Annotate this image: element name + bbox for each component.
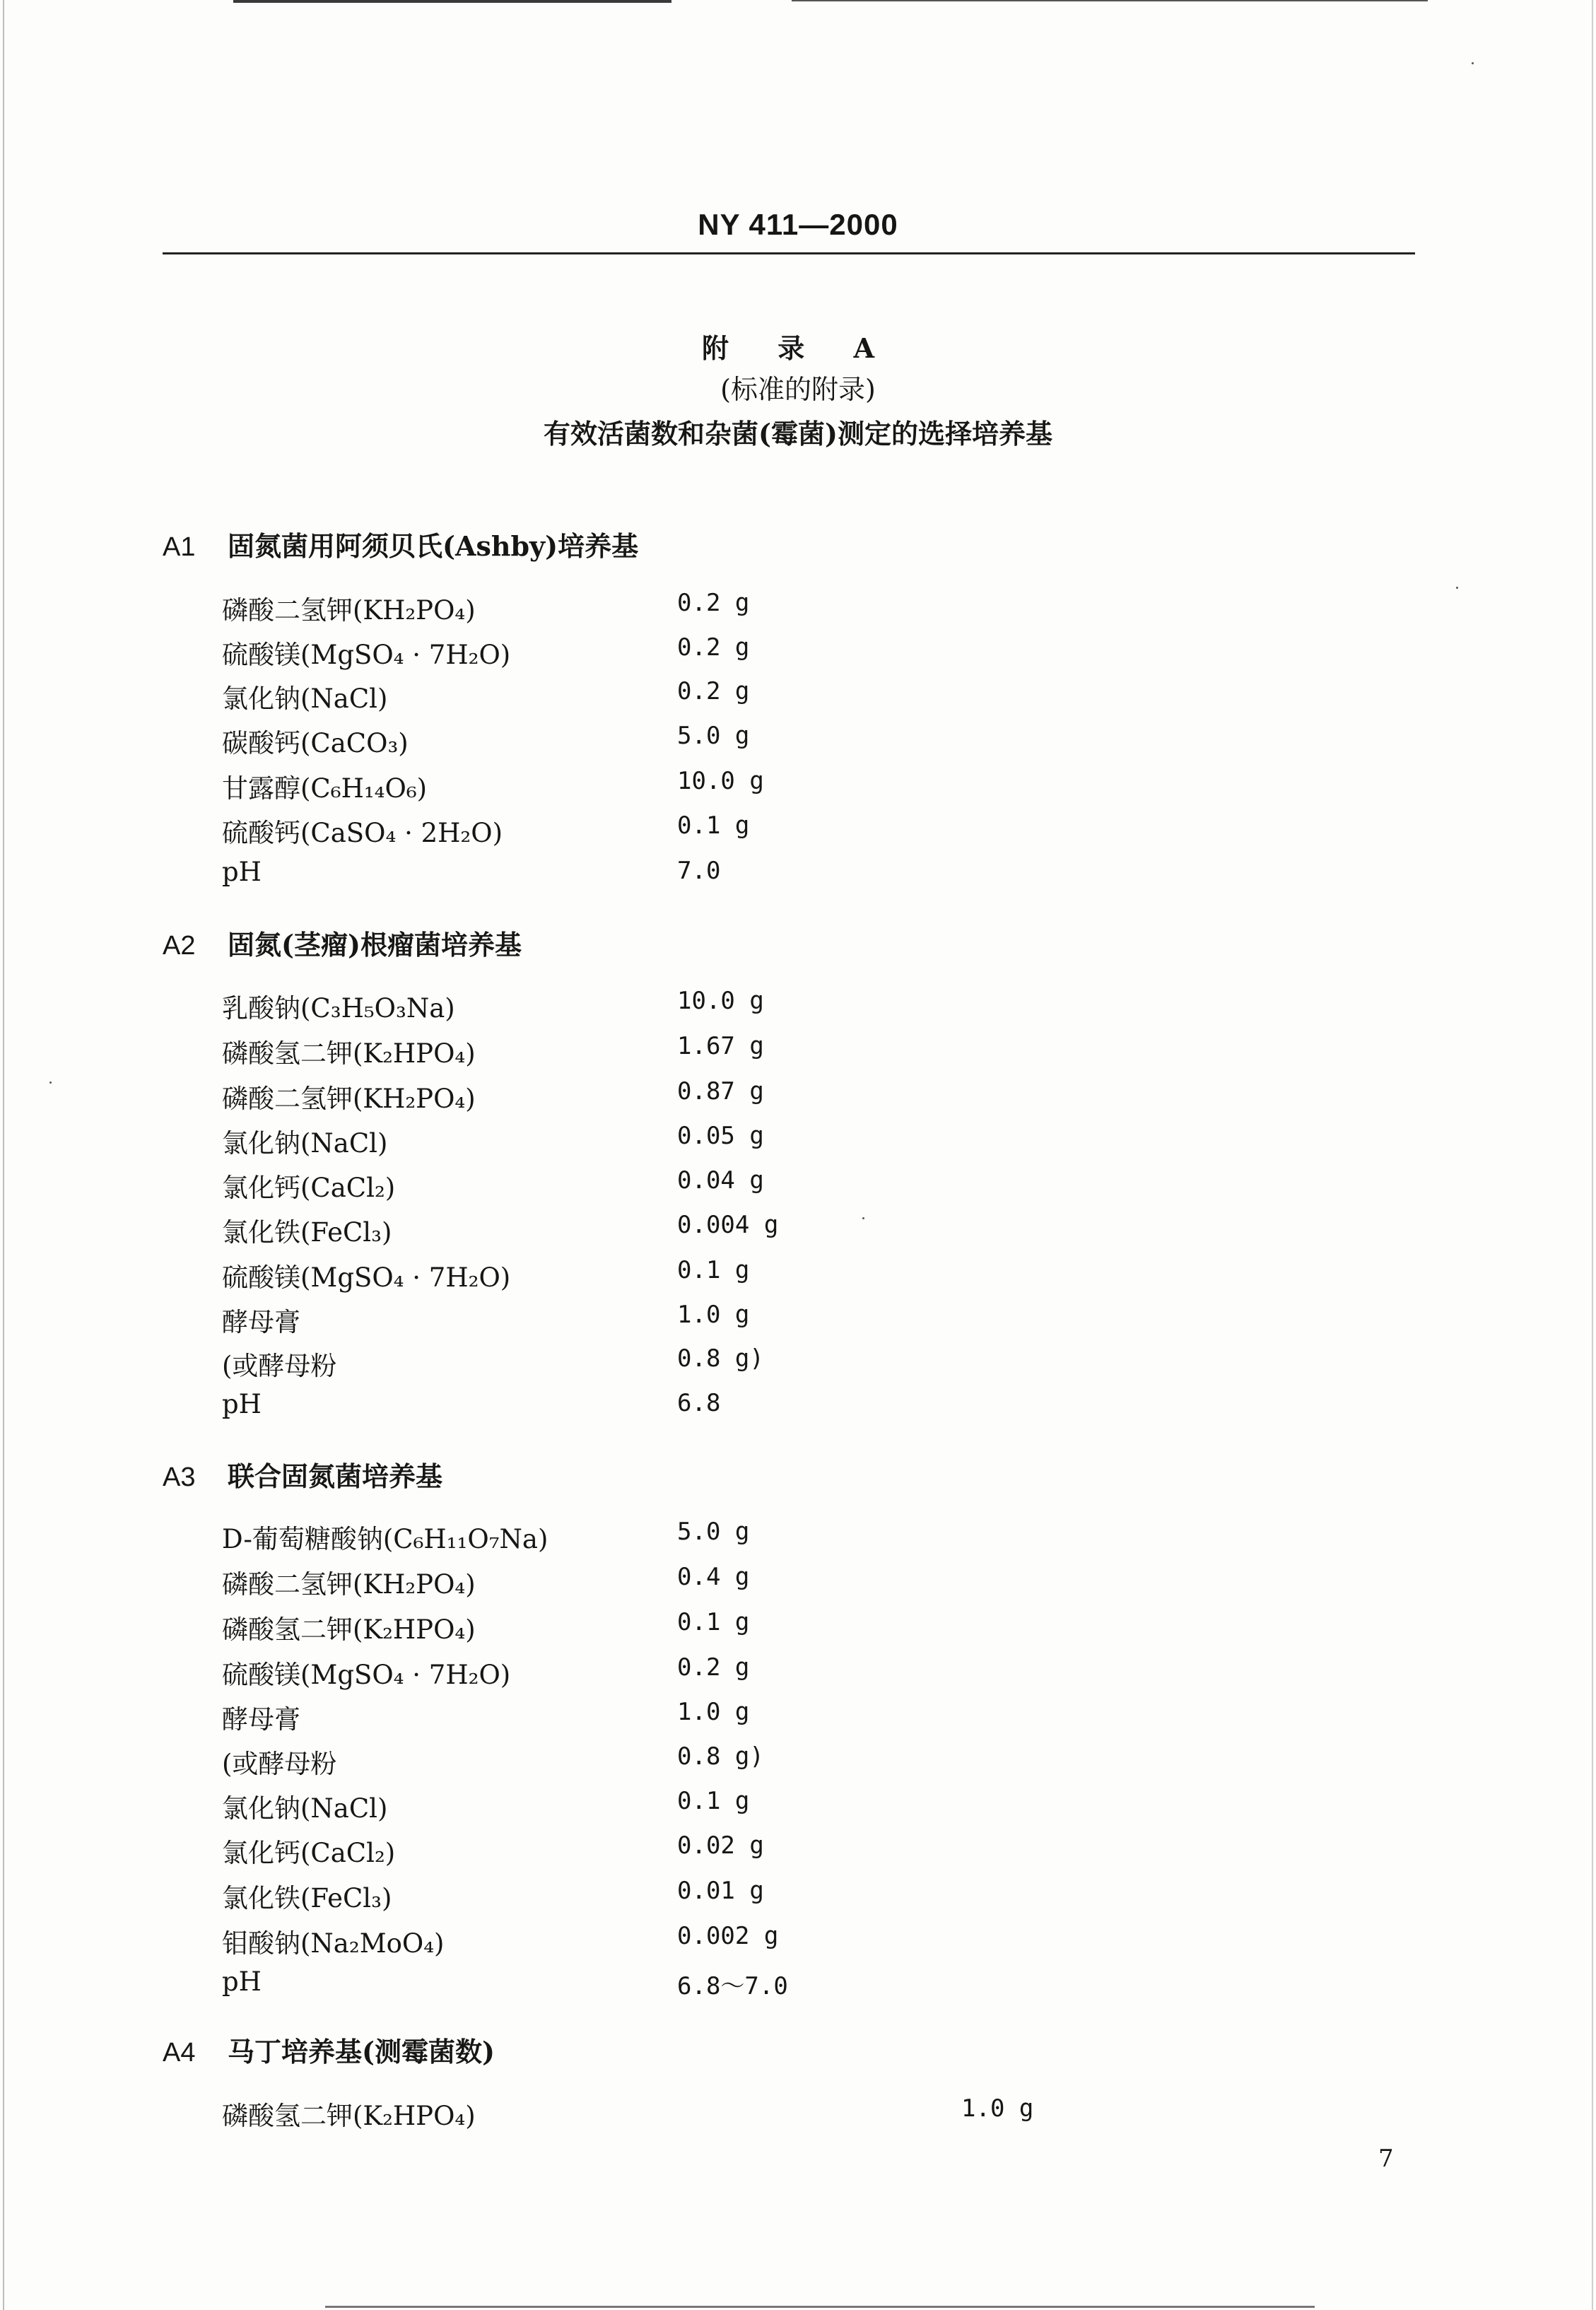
document-number: NY 411—2000: [698, 208, 898, 241]
ingredient-name: 磷酸氢二钾(K₂HPO₄): [222, 1614, 476, 1645]
ingredient-amount: 5.0 g: [677, 722, 750, 750]
ingredient-amount: 0.8 g): [677, 1344, 764, 1373]
section-heading-a2: [163, 923, 522, 962]
ingredient-name: 酵母膏: [222, 1704, 300, 1735]
ingredient-amount: 0.01 g: [677, 1877, 764, 1905]
ingredient-amount: 0.1 g: [677, 1608, 750, 1636]
ingredient-name: pH: [222, 1966, 262, 1997]
ingredient-name: 酵母膏: [222, 1307, 300, 1337]
ingredient-name: 乳酸钠(C₃H₅O₃Na): [222, 993, 455, 1024]
ingredient-amount: 10.0 g: [677, 767, 764, 795]
ingredient-amount: 7.0: [677, 857, 721, 885]
section-title: 固氮菌用阿须贝氏(Ashby)培养基: [228, 530, 639, 562]
ingredient-name: 硫酸镁(MgSO₄ · 7H₂O): [222, 1660, 511, 1690]
ingredient-amount: 10.0 g: [677, 987, 764, 1015]
ingredient-name: 氯化钠(NaCl): [222, 1793, 388, 1824]
ingredient-name: (或酵母粉: [222, 1749, 337, 1779]
ingredient-name: 磷酸氢二钾(K₂HPO₄): [222, 1038, 476, 1069]
scan-speck: [1456, 587, 1458, 589]
section-heading-a1: [163, 524, 638, 563]
ingredient-name: 碳酸钙(CaCO₃): [222, 728, 409, 758]
ingredient-amount: 0.02 g: [677, 1831, 764, 1860]
section-title: 固氮(茎瘤)根瘤菌培养基: [228, 929, 522, 961]
ingredient-amount: 0.002 g: [677, 1922, 779, 1950]
ingredient-amount: 0.004 g: [677, 1211, 779, 1239]
ingredient-amount: 0.05 g: [677, 1122, 764, 1150]
ingredient-amount: 6.8: [677, 1389, 721, 1417]
section-number: A1: [163, 532, 196, 562]
section-heading-a3: [163, 1455, 442, 1494]
ingredient-amount: 6.8～7.0: [677, 1972, 788, 2000]
ingredient-amount: 0.4 g: [677, 1563, 750, 1591]
ingredient-amount: 0.2 g: [677, 677, 750, 705]
section-number: A4: [163, 2038, 196, 2068]
ingredient-amount: 1.0 g: [677, 1301, 750, 1329]
ingredient-amount: 0.1 g: [677, 811, 750, 840]
ingredient-name: 氯化铁(FeCl₃): [222, 1883, 392, 1913]
ingredient-name: 硫酸钙(CaSO₄ · 2H₂O): [222, 818, 503, 848]
scan-artifact-top: [233, 0, 671, 3]
ingredient-name: 氯化铁(FeCl₃): [222, 1217, 392, 1248]
section-title: 联合固氮菌培养基: [228, 1460, 443, 1492]
ingredient-name: 磷酸氢二钾(K₂HPO₄): [222, 2101, 476, 2131]
ingredient-name: 甘露醇(C₆H₁₄O₆): [222, 773, 428, 804]
ingredient-name: pH: [222, 857, 262, 887]
section-heading-a4: [163, 2030, 495, 2069]
ingredient-amount: 0.2 g: [677, 589, 750, 617]
section-number: A3: [163, 1462, 196, 1492]
ingredient-amount: 5.0 g: [677, 1518, 750, 1546]
ingredient-amount: 0.1 g: [677, 1787, 750, 1815]
scan-artifact-bottom: [325, 2306, 1315, 2308]
ingredient-amount: 1.0 g: [961, 2094, 1034, 2123]
section-number: A2: [163, 931, 196, 961]
ingredient-amount: 0.8 g): [677, 1742, 764, 1771]
ingredient-amount: 0.04 g: [677, 1166, 764, 1195]
ingredient-name: 磷酸二氢钾(KH₂PO₄): [222, 595, 476, 626]
appendix-heading: 有效活菌数和杂菌(霉菌)测定的选择培养基: [544, 418, 1052, 450]
scan-speck: [862, 1217, 864, 1219]
scan-speck: [1472, 62, 1474, 64]
page-number: 7: [1378, 2145, 1394, 2173]
ingredient-name: 氯化钠(NaCl): [222, 684, 388, 714]
ingredient-name: 硫酸镁(MgSO₄ · 7H₂O): [222, 640, 511, 670]
section-title: 马丁培养基(测霉菌数): [228, 2036, 495, 2068]
ingredient-amount: 0.87 g: [677, 1077, 764, 1106]
ingredient-name: D-葡萄糖酸钠(C₆H₁₁O₇Na): [222, 1524, 548, 1554]
scan-artifact-top-right: [792, 0, 1428, 1]
ingredient-name: pH: [222, 1389, 262, 1419]
ingredient-amount: 1.0 g: [677, 1698, 750, 1726]
header-rule: [163, 252, 1415, 254]
ingredient-name: (或酵母粉: [222, 1351, 337, 1381]
ingredient-amount: 0.2 g: [677, 1653, 750, 1682]
scan-speck: [49, 1081, 52, 1084]
ingredient-amount: 1.67 g: [677, 1032, 764, 1060]
ingredient-amount: 0.2 g: [677, 633, 750, 662]
ingredient-amount: 0.1 g: [677, 1256, 750, 1284]
ingredient-name: 氯化钠(NaCl): [222, 1128, 388, 1159]
appendix-subtitle: (标准的附录): [720, 374, 876, 405]
appendix-title: 附 录 A: [702, 332, 894, 364]
ingredient-name: 硫酸镁(MgSO₄ · 7H₂O): [222, 1262, 511, 1293]
ingredient-name: 氯化钙(CaCl₂): [222, 1173, 396, 1203]
ingredient-name: 磷酸二氢钾(KH₂PO₄): [222, 1084, 476, 1114]
ingredient-name: 磷酸二氢钾(KH₂PO₄): [222, 1569, 476, 1600]
ingredient-name: 钼酸钠(Na₂MoO₄): [222, 1928, 445, 1959]
ingredient-name: 氯化钙(CaCl₂): [222, 1838, 396, 1868]
